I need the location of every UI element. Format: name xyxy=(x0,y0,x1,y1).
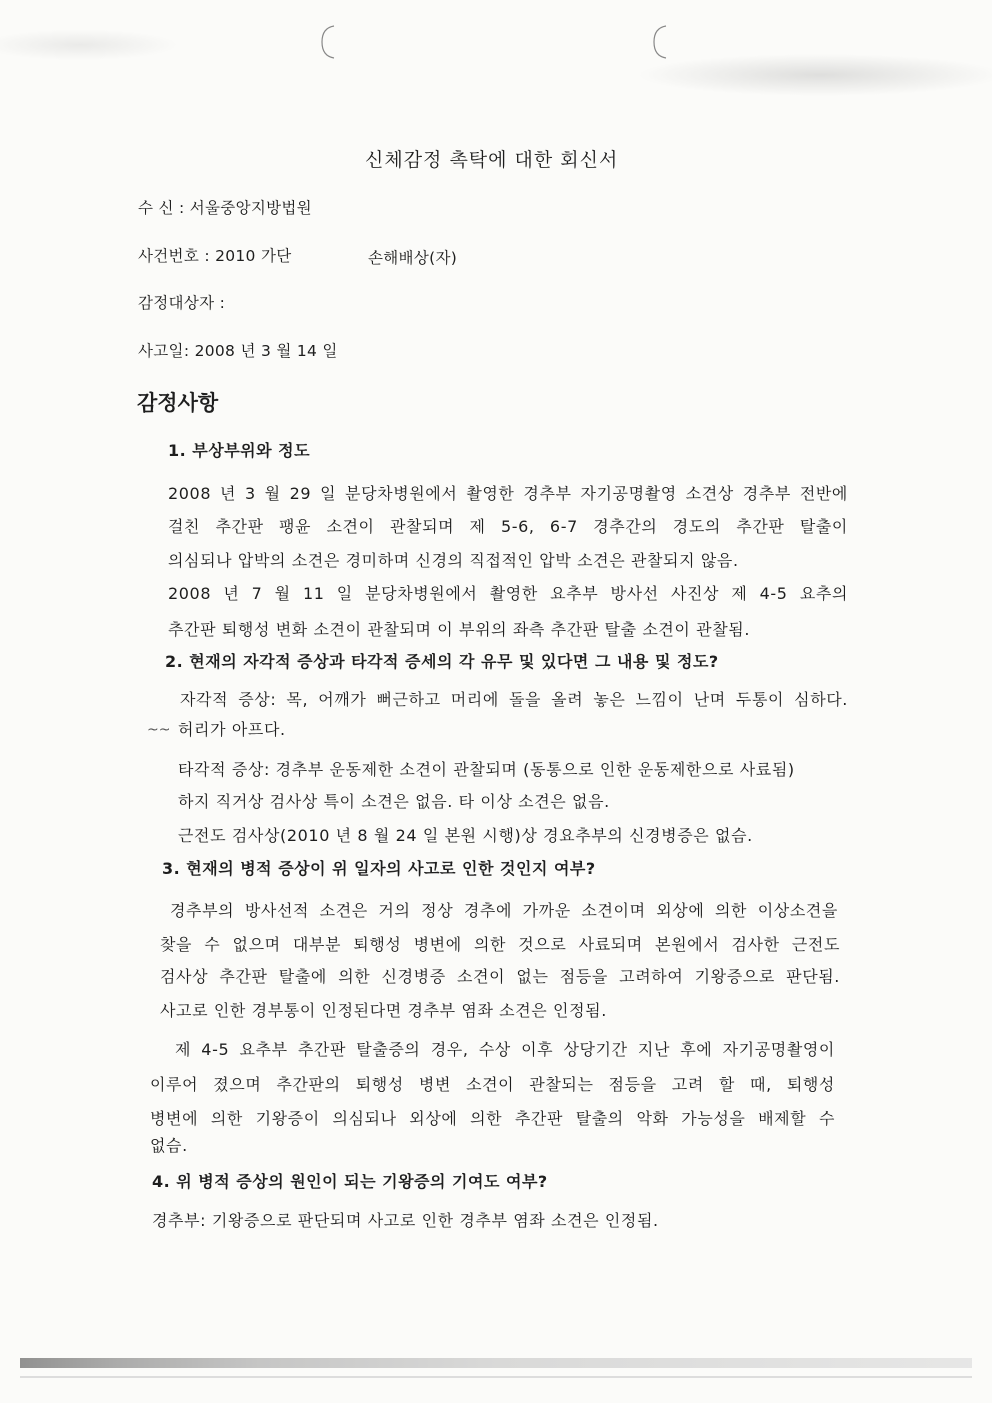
answer-1-line: 추간판 퇴행성 변화 소견이 관찰되며 이 부위의 좌측 추간판 탈출 소견이 관찰됨. xyxy=(168,620,751,639)
answer-2-line: 자각적 증상: 목, 어깨가 뻐근하고 머리에 돌을 올려 놓은 느낌이 난며 두통이 심하다. xyxy=(180,690,848,709)
subject-field: 감정대상자 : xyxy=(138,294,226,312)
answer-3-line: 없슴. xyxy=(150,1136,188,1155)
case-type-field: 손해배상(자) xyxy=(368,249,458,267)
answer-1-line: 2008 년 3 월 29 일 분당차병원에서 촬영한 경추부 자기공명촬영 소견상 경추부 전반에 xyxy=(168,484,848,503)
answer-1-line: 의심되나 압박의 소견은 경미하며 신경의 직접적인 압박 소견은 관찰되지 않음. xyxy=(168,551,739,570)
recipient-field: 수 신 : 서울중앙지방법원 xyxy=(138,199,312,217)
answer-3-line: 사고로 인한 경부통이 인정된다면 경추부 염좌 소견은 인정됨. xyxy=(160,1001,607,1020)
section-heading: 감정사항 xyxy=(137,391,219,415)
question-4-heading: 4. 위 병적 증상의 원인이 되는 기왕증의 기여도 여부? xyxy=(152,1172,548,1191)
question-2-heading: 2. 현재의 자각적 증상과 타각적 증세의 각 유무 및 있다면 그 내용 및 정도? xyxy=(165,652,719,671)
scan-tilde-mark: ~~ xyxy=(147,722,171,738)
answer-3-line: 제 4-5 요추부 추간판 탈출증의 경우, 수상 이후 상당기간 지난 후에 자기공명촬영이 xyxy=(175,1040,835,1059)
case-number-field: 사건번호 : 2010 가단 xyxy=(138,247,292,265)
document-title: 신체감정 촉탁에 대한 회신서 xyxy=(365,149,619,171)
answer-2-line: 하지 직거상 검사상 특이 소견은 없음. 타 이상 소견은 없음. xyxy=(178,792,610,811)
answer-3-line: 경추부의 방사선적 소견은 거의 정상 경추에 가까운 소견이며 외상에 의한 이상소견을 xyxy=(170,901,838,920)
answer-2-line: 타각적 증상: 경추부 운동제한 소견이 관찰되며 (동통으로 인한 운동제한으로 사료됨) xyxy=(178,760,795,779)
answer-3-line: 검사상 추간판 탈출에 의한 신경병증 소견이 없는 점등을 고려하여 기왕증으로 판단됨. xyxy=(160,967,840,986)
accident-date-field: 사고일: 2008 년 3 월 14 일 xyxy=(138,342,338,360)
hole-punch-mark xyxy=(648,22,670,62)
question-3-heading: 3. 현재의 병적 증상이 위 일자의 사고로 인한 것인지 여부? xyxy=(162,859,596,878)
question-1-heading: 1. 부상부위와 정도 xyxy=(168,441,311,460)
answer-3-line: 병변에 의한 기왕증이 의심되나 외상에 의한 추간판 탈출의 악화 가능성을 배제할 수 xyxy=(150,1109,835,1128)
scan-noise-top xyxy=(0,0,992,110)
answer-2-line: 허리가 아프다. xyxy=(178,720,286,739)
answer-3-line: 이루어 졌으며 추간판의 퇴행성 병변 소견이 관찰되는 점등을 고려 할 때, 퇴행성 xyxy=(150,1075,835,1094)
answer-2-line: 근전도 검사상(2010 년 8 월 24 일 본원 시행)상 경요추부의 신경병증은 없슴. xyxy=(178,826,753,845)
answer-1-line: 걸친 추간판 팽윤 소견이 관찰되며 제 5-6, 6-7 경추간의 경도의 추간판 탈출이 xyxy=(168,517,848,536)
answer-1-line: 2008 년 7 월 11 일 분당차병원에서 촬영한 요추부 방사선 사진상 제 4-5 요추의 xyxy=(168,584,848,603)
answer-4-line: 경추부: 기왕증으로 판단되며 사고로 인한 경추부 염좌 소견은 인정됨. xyxy=(152,1211,659,1230)
answer-3-line: 찾을 수 없으며 대부분 퇴행성 병변에 의한 것으로 사료되며 본원에서 검사한 근전도 xyxy=(160,935,840,954)
scan-edge-bottom xyxy=(20,1376,972,1378)
scan-edge-bottom xyxy=(20,1358,972,1368)
hole-punch-mark xyxy=(316,22,338,62)
